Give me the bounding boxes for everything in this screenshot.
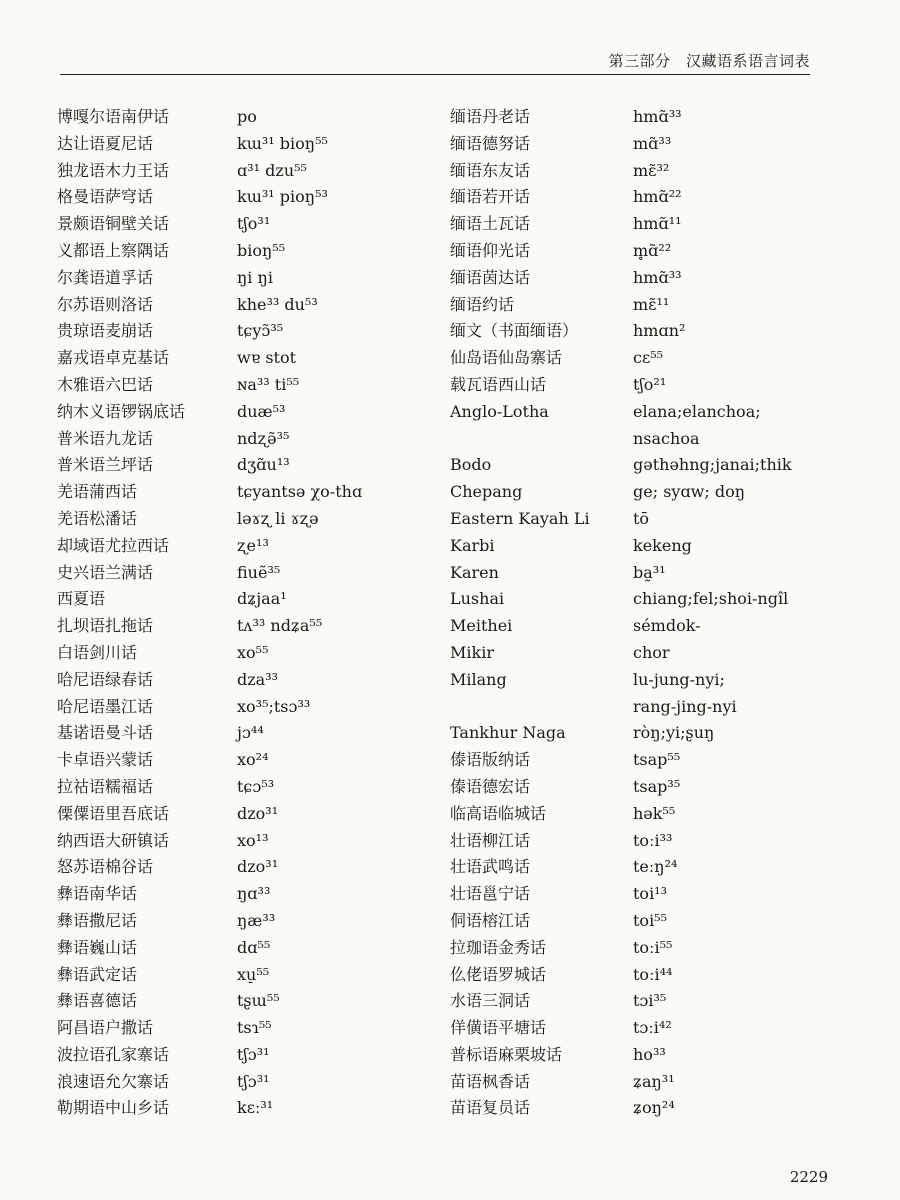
entry-row <box>450 479 810 506</box>
language-name: 彝语南华话 <box>57 884 138 904</box>
word-form: tʂɯ⁵⁵ <box>237 991 280 1011</box>
language-name: 缅语茵达话 <box>450 267 531 287</box>
word-form: chor <box>633 642 670 662</box>
word-form: hmɑn² <box>633 321 686 341</box>
entry-row <box>57 292 417 319</box>
entry-row <box>57 1042 417 1069</box>
language-name: 壮语邕宁话 <box>450 884 531 904</box>
right-column <box>450 104 810 1122</box>
language-name: 波拉语孔家寨话 <box>57 1044 170 1064</box>
entry-row <box>450 854 810 881</box>
word-form: ŋi ŋi <box>237 267 273 287</box>
word-form: toːi³³ <box>633 830 673 850</box>
header-title: 第三部分 汉藏语系语言词表 <box>608 52 810 70</box>
entry-row <box>57 667 417 694</box>
word-form: tɕyɔ̃³⁵ <box>237 321 284 341</box>
word-form: hmɑ̃²² <box>633 187 682 207</box>
entry-row <box>57 452 417 479</box>
language-name: 彝语撒尼话 <box>57 910 138 930</box>
word-form: xo¹³ <box>237 830 269 850</box>
word-form: khe³³ du⁵³ <box>237 294 318 314</box>
entry-row <box>450 613 810 640</box>
entry-row <box>450 694 810 721</box>
entry-row <box>450 801 810 828</box>
word-form: ʑoŋ²⁴ <box>633 1098 675 1118</box>
entry-row <box>57 908 417 935</box>
language-name: 苗语复员话 <box>450 1098 531 1118</box>
entry-row <box>57 854 417 881</box>
language-name: 基诺语曼斗话 <box>57 723 154 743</box>
word-form: lu-jung-nyi; <box>633 669 725 689</box>
entry-row <box>450 318 810 345</box>
entry-row <box>450 747 810 774</box>
entry-row <box>57 372 417 399</box>
entry-row <box>450 399 810 426</box>
word-form: mɑ̃³³ <box>633 133 672 153</box>
language-name: 卡卓语兴蒙话 <box>57 750 154 770</box>
language-name: 却域语尤拉西话 <box>57 535 170 555</box>
entry-row <box>57 426 417 453</box>
language-name: Tankhur Naga <box>450 723 566 743</box>
entry-row <box>57 988 417 1015</box>
word-form: teːŋ²⁴ <box>633 857 678 877</box>
word-form: sémdok- <box>633 616 701 636</box>
language-name: 勒期语中山乡话 <box>57 1098 170 1118</box>
language-name: 义都语上察隅话 <box>57 240 170 260</box>
language-name: 仙岛语仙岛寨话 <box>450 348 563 368</box>
language-name: 临高语临城话 <box>450 803 547 823</box>
entry-row <box>450 1069 810 1096</box>
word-form: mɛ̃³² <box>633 160 670 180</box>
word-form: tʃɔ³¹ <box>237 1071 270 1091</box>
entry-row <box>450 265 810 292</box>
entry-row <box>57 720 417 747</box>
language-name: 拉珈语金秀话 <box>450 937 547 957</box>
word-form: ʐe¹³ <box>237 535 269 555</box>
entry-row <box>450 881 810 908</box>
entry-row <box>450 640 810 667</box>
entry-row <box>57 238 417 265</box>
language-name: 仫佬语罗城话 <box>450 964 547 984</box>
word-form: toi⁵⁵ <box>633 910 668 930</box>
language-name: 缅语约话 <box>450 294 515 314</box>
language-name: 缅语东友话 <box>450 160 531 180</box>
language-name: Milang <box>450 669 507 689</box>
word-form: ba̰³¹ <box>633 562 666 582</box>
word-form: kɯ³¹ bioŋ⁵⁵ <box>237 133 328 153</box>
word-form: tʃo³¹ <box>237 214 271 234</box>
entry-row <box>57 640 417 667</box>
word-form: kɛː³¹ <box>237 1098 274 1118</box>
entry-row <box>450 158 810 185</box>
word-form: duæ⁵³ <box>237 401 286 421</box>
language-name: 傣语版纳话 <box>450 750 531 770</box>
word-form: wɐ stot <box>237 348 297 368</box>
word-form: tsap⁵⁵ <box>633 750 681 770</box>
word-form: jɔ⁴⁴ <box>237 723 264 743</box>
word-form: mɛ̃¹¹ <box>633 294 670 314</box>
language-name: 尔苏语则洛话 <box>57 294 154 314</box>
entry-row <box>450 1042 810 1069</box>
word-form: tsap³⁵ <box>633 776 681 796</box>
word-form: kɯ³¹ pioŋ⁵³ <box>237 187 328 207</box>
word-form: dzo³¹ <box>237 803 279 823</box>
word-form: tsɿ⁵⁵ <box>237 1018 272 1038</box>
language-name: 贵琼语麦崩话 <box>57 321 154 341</box>
language-name: 壮语武鸣话 <box>450 857 531 877</box>
language-name: 缅语土瓦话 <box>450 214 531 234</box>
entry-row <box>450 238 810 265</box>
entry-row <box>57 318 417 345</box>
entry-row <box>57 962 417 989</box>
entry-row <box>57 747 417 774</box>
word-form: xo⁵⁵ <box>237 642 269 662</box>
word-form: ɴa³³ ti⁵⁵ <box>237 374 300 394</box>
language-name: 达让语夏尼话 <box>57 133 154 153</box>
language-name: Bodo <box>450 455 492 475</box>
language-name: 浪速语允欠寨话 <box>57 1071 170 1091</box>
language-name: 怒苏语棉谷话 <box>57 857 154 877</box>
entry-row <box>57 828 417 855</box>
language-name: 傈僳语里吾底话 <box>57 803 170 823</box>
entry-row <box>57 399 417 426</box>
word-form: fiuẽ³⁵ <box>237 562 281 582</box>
language-name: 哈尼语墨江话 <box>57 696 154 716</box>
language-name: 缅文（书面缅语） <box>450 321 579 341</box>
entry-row <box>57 774 417 801</box>
word-form: chiang;fel;shoi-ngîl <box>633 589 789 609</box>
language-name: Mikir <box>450 642 494 662</box>
entry-row <box>57 801 417 828</box>
word-form: dɑ⁵⁵ <box>237 937 271 957</box>
entry-row <box>450 908 810 935</box>
entry-row <box>57 184 417 211</box>
word-form: tɕyantsə χo-thɑ <box>237 482 363 502</box>
language-name: 扎坝语扎拖话 <box>57 616 154 636</box>
word-form: ròŋ;yi;ʂuŋ <box>633 723 715 743</box>
language-name: 景颇语铜壁关话 <box>57 214 170 234</box>
entry-row <box>57 158 417 185</box>
language-name: Lushai <box>450 589 505 609</box>
word-form: hmɑ̃¹¹ <box>633 214 682 234</box>
entry-row <box>450 1015 810 1042</box>
entry-row <box>57 104 417 131</box>
language-name: 傣语德宏话 <box>450 776 531 796</box>
entry-row <box>57 211 417 238</box>
language-name: 普米语九龙话 <box>57 428 154 448</box>
word-form: bioŋ⁵⁵ <box>237 240 286 260</box>
language-name: Chepang <box>450 482 523 502</box>
language-name: Eastern Kayah Li <box>450 508 590 528</box>
word-form: ŋɑ³³ <box>237 884 271 904</box>
language-name: 佯僙语平塘话 <box>450 1018 547 1038</box>
entry-row <box>57 506 417 533</box>
entry-row <box>57 265 417 292</box>
language-name: 载瓦语西山话 <box>450 374 547 394</box>
word-form: rang-jing-nyi <box>633 696 737 716</box>
entry-row <box>450 935 810 962</box>
language-name: 独龙语木力王话 <box>57 160 170 180</box>
language-name: 羌语蒲西话 <box>57 482 138 502</box>
word-form: xu̠⁵⁵ <box>237 964 270 984</box>
entry-row <box>57 345 417 372</box>
entry-row <box>57 131 417 158</box>
entry-row <box>450 372 810 399</box>
word-form: ɑ³¹ dzu⁵⁵ <box>237 160 307 180</box>
entry-row <box>450 828 810 855</box>
language-name: 缅语若开话 <box>450 187 531 207</box>
word-form: kekeng <box>633 535 692 555</box>
entry-row <box>450 667 810 694</box>
word-form: ho³³ <box>633 1044 666 1064</box>
word-form: dʒɑ̃u¹³ <box>237 455 290 475</box>
word-form: tʃɔ³¹ <box>237 1044 270 1064</box>
language-name: 木雅语六巴话 <box>57 374 154 394</box>
language-name: 纳木义语锣锅底话 <box>57 401 186 421</box>
word-form: tō <box>633 508 650 528</box>
word-form: ge; syɑw; doŋ <box>633 482 746 502</box>
word-form: hək⁵⁵ <box>633 803 676 823</box>
word-form: tɕɔ⁵³ <box>237 776 275 796</box>
language-name: 白语剑川话 <box>57 642 138 662</box>
entry-row <box>57 1095 417 1122</box>
word-form: dza³³ <box>237 669 279 689</box>
entry-row <box>57 694 417 721</box>
language-name: 缅语仰光话 <box>450 240 531 260</box>
entry-row <box>450 452 810 479</box>
word-form: gəthəhng;janai;thik <box>633 455 792 475</box>
word-form: tʃo²¹ <box>633 374 667 394</box>
language-name: 西夏语 <box>57 589 106 609</box>
word-form: nsachoa <box>633 428 700 448</box>
left-column <box>57 104 417 1122</box>
running-header <box>60 48 810 75</box>
entry-row <box>450 560 810 587</box>
word-form: tʌ³³ ndʑa⁵⁵ <box>237 616 323 636</box>
entry-row <box>57 479 417 506</box>
entry-row <box>450 1095 810 1122</box>
entry-row <box>450 962 810 989</box>
language-name: 侗语榕江话 <box>450 910 531 930</box>
word-form: cɛ⁵⁵ <box>633 348 664 368</box>
word-form: po <box>237 107 257 126</box>
entry-row <box>57 560 417 587</box>
language-name: Karen <box>450 562 499 582</box>
entry-row <box>450 292 810 319</box>
language-name: 阿昌语户撒话 <box>57 1018 154 1038</box>
language-name: 彝语喜德话 <box>57 991 138 1011</box>
language-name: 史兴语兰满话 <box>57 562 154 582</box>
language-name: 博嘎尔语南伊话 <box>57 107 170 126</box>
word-form: tɔːi⁴² <box>633 1018 672 1038</box>
language-name: 羌语松潘话 <box>57 508 138 528</box>
language-name: 嘉戎语卓克基话 <box>57 348 170 368</box>
word-form: hmɑ̃³³ <box>633 107 682 126</box>
entry-row <box>450 426 810 453</box>
language-name: 尔龚语道孚话 <box>57 267 154 287</box>
word-form: ŋæ³³ <box>237 910 276 930</box>
entry-row <box>57 613 417 640</box>
language-name: 缅语丹老话 <box>450 107 531 126</box>
entry-row <box>57 881 417 908</box>
page-number: 2229 <box>789 1168 828 1186</box>
entry-row <box>57 935 417 962</box>
entry-row <box>450 104 810 131</box>
word-form: xo²⁴ <box>237 750 269 770</box>
entry-row <box>57 586 417 613</box>
entry-row <box>450 184 810 211</box>
entry-row <box>450 720 810 747</box>
word-form: elana;elanchoa; <box>633 401 761 421</box>
language-name: Anglo-Lotha <box>450 401 549 421</box>
language-name: Karbi <box>450 535 495 555</box>
language-name: 普标语麻栗坡话 <box>450 1044 563 1064</box>
language-name: 壮语柳江话 <box>450 830 531 850</box>
entry-row <box>450 774 810 801</box>
language-name: 苗语枫香话 <box>450 1071 531 1091</box>
language-name: 彝语武定话 <box>57 964 138 984</box>
entry-row <box>450 533 810 560</box>
language-name: 格曼语萨穹话 <box>57 187 154 207</box>
word-form: m̥ɑ̃²² <box>633 240 672 260</box>
word-form: toːi⁵⁵ <box>633 937 673 957</box>
language-name: Meithei <box>450 616 513 636</box>
word-form: ndʐə̃³⁵ <box>237 428 290 448</box>
word-form: toːi⁴⁴ <box>633 964 673 984</box>
entry-row <box>450 586 810 613</box>
word-form: ʑaŋ³¹ <box>633 1071 675 1091</box>
entry-row <box>57 533 417 560</box>
word-form: tɔi³⁵ <box>633 991 667 1011</box>
language-name: 缅语德努话 <box>450 133 531 153</box>
language-name: 彝语巍山话 <box>57 937 138 957</box>
entry-row <box>450 345 810 372</box>
language-name: 纳西语大研镇话 <box>57 830 170 850</box>
language-name: 水语三洞话 <box>450 991 531 1011</box>
word-form: ləɤʐ li ɤʐə <box>237 508 319 528</box>
word-form: hmɑ̃³³ <box>633 267 682 287</box>
entry-row <box>57 1069 417 1096</box>
language-name: 普米语兰坪话 <box>57 455 154 475</box>
word-form: xo³⁵;tsɔ³³ <box>237 696 311 716</box>
word-form: dʑjaa¹ <box>237 589 287 609</box>
language-name: 拉祜语糯福话 <box>57 776 154 796</box>
entry-row <box>450 506 810 533</box>
entry-row <box>450 211 810 238</box>
word-form: dzo³¹ <box>237 857 279 877</box>
entry-row <box>57 1015 417 1042</box>
word-form: toi¹³ <box>633 884 668 904</box>
language-name: 哈尼语绿春话 <box>57 669 154 689</box>
entry-row <box>450 131 810 158</box>
entry-row <box>450 988 810 1015</box>
